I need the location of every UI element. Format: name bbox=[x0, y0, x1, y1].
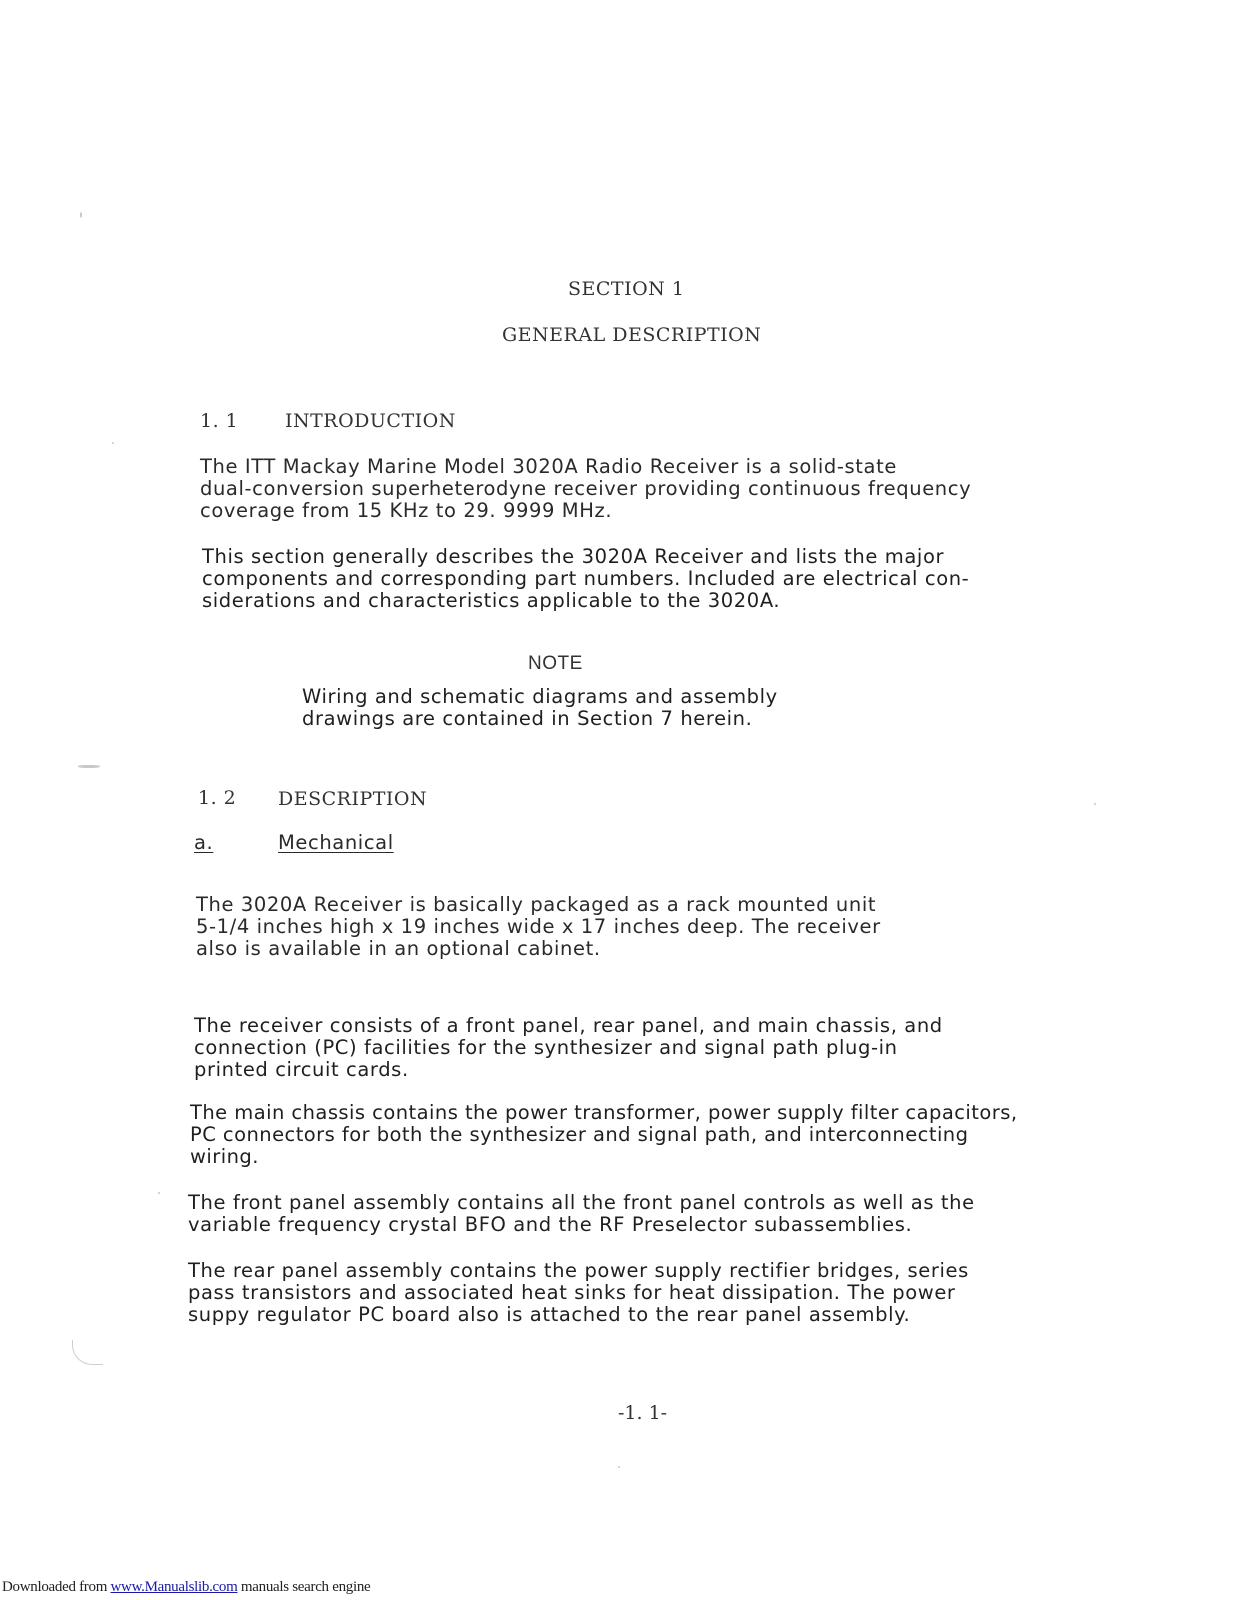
text-line: dual-conversion superheterodyne receiver providing continuous frequency bbox=[200, 477, 972, 500]
text-line: drawings are contained in Section 7 herein. bbox=[302, 707, 753, 730]
intro-paragraph-1 bbox=[200, 456, 971, 522]
text-line: The main chassis contains the power transformer, power supply filter capacitors, bbox=[190, 1101, 1018, 1124]
note-body bbox=[302, 686, 778, 730]
text-line: PC connectors for both the synthesizer and signal path, and interconnecting bbox=[190, 1123, 969, 1146]
footer-prefix: Downloaded from bbox=[2, 1579, 111, 1595]
text-line: 5-1/4 inches high x 19 inches wide x 17 inches deep. The receiver bbox=[196, 915, 881, 938]
text-line: The rear panel assembly contains the power supply rectifier bridges, series bbox=[188, 1259, 969, 1282]
text-line: The receiver consists of a front panel, rear panel, and main chassis, and bbox=[194, 1014, 943, 1037]
text-line: suppy regulator PC board also is attached to the rear panel assembly. bbox=[188, 1303, 911, 1326]
text-line: Wiring and schematic diagrams and assembly bbox=[302, 685, 778, 708]
text-line: The front panel assembly contains all the front panel controls as well as the bbox=[188, 1191, 975, 1214]
text-line: wiring. bbox=[190, 1145, 259, 1168]
subsection-title: Mechanical bbox=[278, 831, 394, 854]
scan-speck bbox=[158, 1192, 160, 1194]
intro-paragraph-2 bbox=[202, 546, 969, 612]
mechanical-paragraph-1 bbox=[196, 894, 881, 960]
text-line: The 3020A Receiver is basically packaged as a rack mounted unit bbox=[196, 893, 877, 916]
subsection-letter: a. bbox=[194, 831, 214, 854]
mechanical-paragraph-2 bbox=[194, 1015, 943, 1081]
scan-speck bbox=[72, 1340, 103, 1365]
page-number: -1. 1- bbox=[618, 1402, 668, 1424]
mechanical-paragraph-3 bbox=[190, 1102, 1017, 1168]
text-line: connection (PC) facilities for the synthesizer and signal path plug-in bbox=[194, 1036, 898, 1059]
description-heading: DESCRIPTION bbox=[278, 788, 428, 810]
intro-number: 1. 1 bbox=[200, 410, 239, 432]
text-line: printed circuit cards. bbox=[194, 1058, 409, 1081]
text-line: coverage from 15 KHz to 29. 9999 MHz. bbox=[200, 499, 613, 522]
description-number: 1. 2 bbox=[198, 787, 237, 809]
section-title: GENERAL DESCRIPTION bbox=[502, 324, 762, 346]
text-line: This section generally describes the 3020A Receiver and lists the major bbox=[202, 545, 945, 568]
footer-suffix: manuals search engine bbox=[237, 1579, 371, 1595]
text-line: siderations and characteristics applicable to the 3020A. bbox=[202, 589, 781, 612]
text-line: pass transistors and associated heat sinks for heat dissipation. The power bbox=[188, 1281, 956, 1304]
scan-speck bbox=[618, 1466, 620, 1468]
mechanical-paragraph-5 bbox=[188, 1260, 969, 1326]
text-line: also is available in an optional cabinet. bbox=[196, 937, 601, 960]
scan-speck bbox=[78, 765, 100, 768]
scan-speck bbox=[112, 442, 114, 444]
text-line: components and corresponding part numbers. Included are electrical con- bbox=[202, 567, 970, 590]
manualslib-link[interactable]: www.Manualslib.com bbox=[110, 1579, 238, 1595]
intro-heading: INTRODUCTION bbox=[285, 410, 456, 432]
download-footer bbox=[2, 1579, 370, 1596]
mechanical-paragraph-4 bbox=[188, 1192, 975, 1236]
section-number: SECTION 1 bbox=[568, 278, 685, 300]
note-title: NOTE bbox=[528, 653, 583, 674]
scan-speck bbox=[80, 212, 82, 218]
scan-speck bbox=[1094, 803, 1096, 805]
text-line: The ITT Mackay Marine Model 3020A Radio Receiver is a solid-state bbox=[200, 455, 897, 478]
text-line: variable frequency crystal BFO and the RF Preselector subassemblies. bbox=[188, 1213, 913, 1236]
